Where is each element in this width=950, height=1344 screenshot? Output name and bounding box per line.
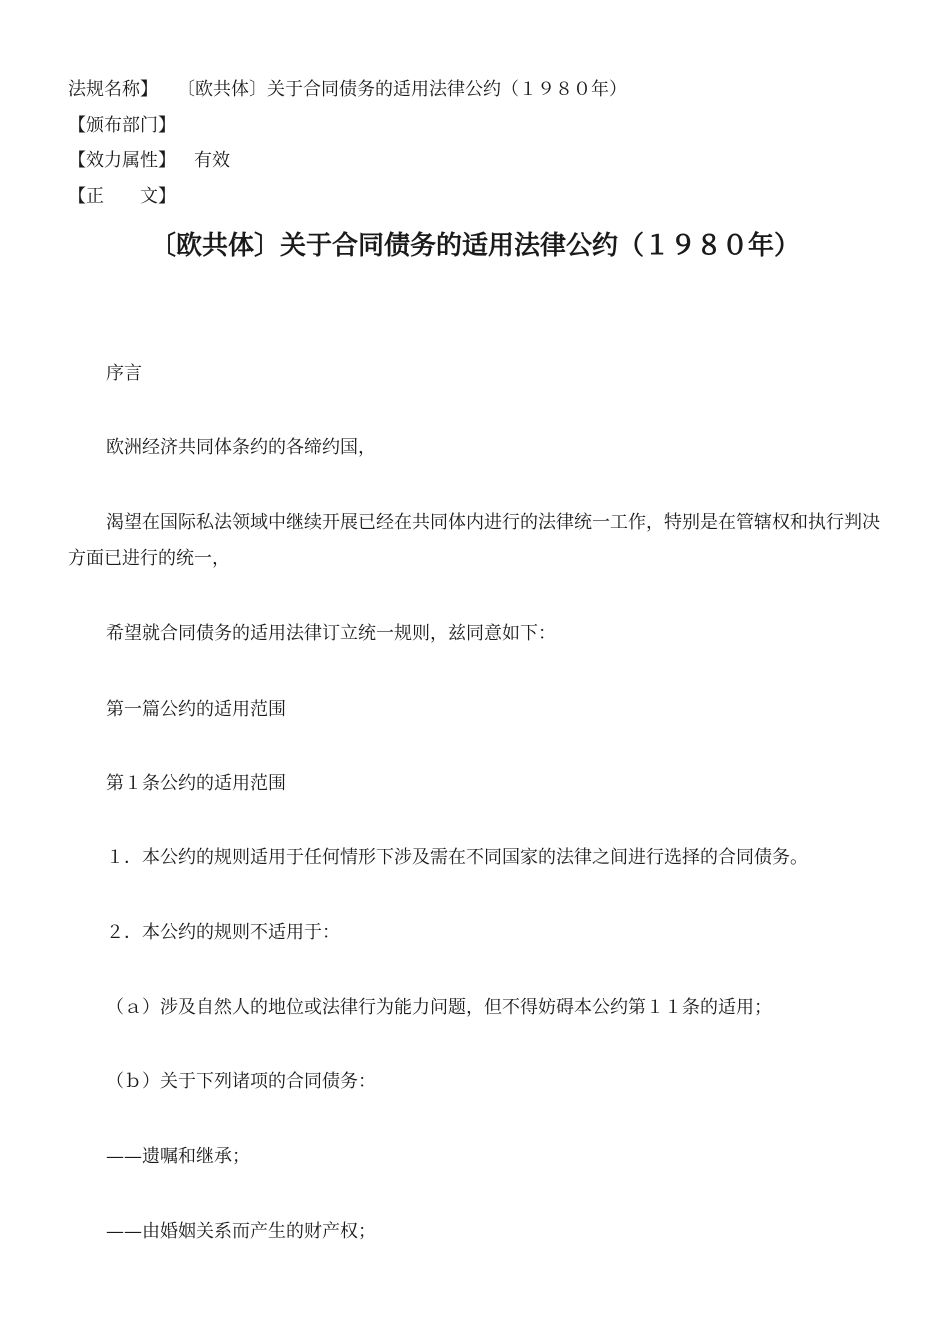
paragraph-parties: 欧洲经济共同体条约的各缔约国， — [106, 437, 376, 458]
law-name-label: 法规名称】 — [68, 79, 158, 100]
paragraph-dash-1: ——遗嘱和继承； — [106, 1146, 250, 1167]
paragraph-item-1: １．本公约的规则适用于任何情形下涉及需在不同国家的法律之间进行选择的合同债务。 — [106, 847, 808, 868]
paragraph-article-one: 第１条公约的适用范围 — [106, 773, 286, 794]
status-value: 有效 — [194, 150, 230, 171]
paragraph-item-a: （ａ）涉及自然人的地位或法律行为能力问题，但不得妨碍本公约第１１条的适用； — [106, 997, 772, 1018]
paragraph-part-one: 第一篇公约的适用范围 — [106, 699, 286, 720]
paragraph-desire: 渴望在国际私法领域中继续开展已经在共同体内进行的法律统一工作，特别是在管辖权和执行判决方面已进行的统一， — [68, 512, 880, 569]
status-line — [68, 149, 230, 173]
document-title: 〔欧共体〕关于合同债务的适用法律公约（１９８０年） — [149, 231, 800, 261]
body-label-line — [68, 185, 176, 209]
paragraph-item-b: （ｂ）关于下列诸项的合同债务： — [106, 1071, 376, 1092]
paragraph-agree: 希望就合同债务的适用法律订立统一规则，兹同意如下： — [106, 623, 556, 644]
law-name-value: 〔欧共体〕关于合同债务的适用法律公约（１９８０年） — [186, 79, 627, 100]
paragraph-preface: 序言 — [106, 363, 142, 384]
dept-line — [68, 114, 176, 138]
dept-label: 【颁布部门】 — [68, 115, 176, 136]
law-name-line — [68, 78, 627, 102]
paragraph-dash-2: ——由婚姻关系而产生的财产权； — [106, 1221, 376, 1242]
body-label: 【正 文】 — [68, 186, 176, 207]
status-label: 【效力属性】 — [68, 150, 176, 171]
paragraph-item-2: ２．本公约的规则不适用于： — [106, 922, 340, 943]
